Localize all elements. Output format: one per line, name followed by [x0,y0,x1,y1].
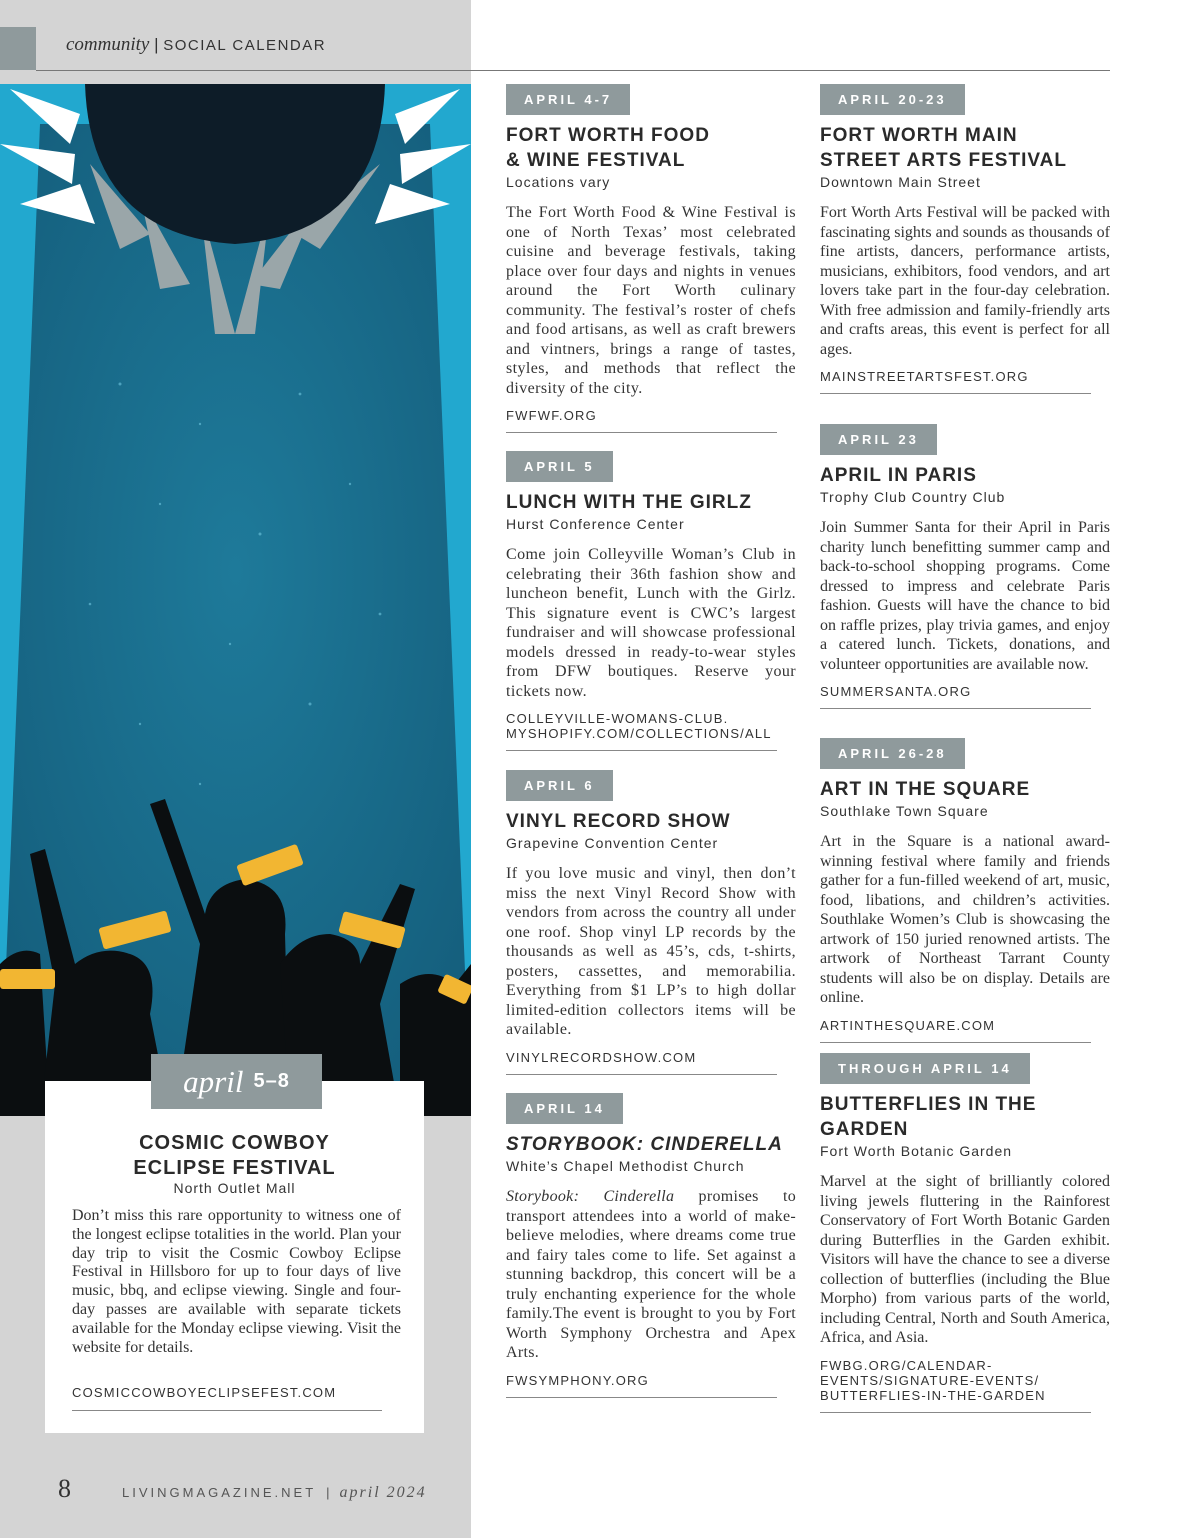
event-card [820,84,1110,394]
event-date-tag: APRIL 4-7 [506,84,630,115]
event-link[interactable]: FWFWF.ORG [506,408,597,423]
event-location: Hurst Conference Center [506,516,685,532]
event-location: Southlake Town Square [820,803,989,819]
event-title: LUNCH WITH THE GIRLZ [506,492,752,513]
event-description [506,1187,796,1363]
event-date-tag: APRIL 26-28 [820,738,965,769]
event-description: If you love music and vinyl, then don’t miss the next Vinyl Record Show with vendors from across the country all under one roof. Shop vinyl LP records by the thousands as well as 45’s, cds, t-shirts, posters, cassettes, and memorabilia. Everything from $1 LP’s to high dollar limited-edition collectors items will be available. [506,865,796,1038]
event-description: Join Summer Santa for their April in Paris charity lunch benefitting summer camp and back-to-school shopping programs. Come dressed to impress and celebrate Paris fashion. Guests will have the chance to bid on raffle prizes, play trivia games, and enjoy a catered lunch. Tickets, donations, and volunteer opportunities are available now. [820,519,1110,673]
event-title: VINYL RECORD SHOW [506,811,731,832]
footer-separator: | [326,1485,330,1500]
event-rule [820,1412,1091,1413]
event-location: Fort Worth Botanic Garden [820,1143,1013,1159]
feature-location: North Outlet Mall [173,1180,296,1196]
event-description-em: Storybook: Cinderella [506,1188,675,1205]
event-description: The Fort Worth Food & Wine Festival is one of North Texas’ most celebrated cuisine and beverage festivals, taking place over four days and nights in venues around the Fort Worth culinary community. The festival’s roster of chefs and food artisans, as well as craft brewers and vintners, brings a range of tastes, styles, and methods that reflect the diversity of the city. [506,204,796,397]
event-rule [506,750,777,751]
event-card [820,424,1110,709]
event-date-tag: APRIL 5 [506,451,613,482]
event-date-tag: APRIL 6 [506,770,613,801]
event-link[interactable]: COLLEYVILLE-WOMANS-CLUB. MYSHOPIFY.COM/COLLECTIONS/ALL [506,711,772,741]
event-link[interactable]: ARTINTHESQUARE.COM [820,1017,996,1033]
event-card [506,770,796,1075]
event-card [506,84,796,433]
page-number: 8 [58,1474,71,1503]
footer-site[interactable]: LIVINGMAGAZINE.NET [122,1485,317,1500]
event-location: Trophy Club Country Club [820,489,1006,505]
event-date-tag: APRIL 20-23 [820,84,965,115]
footer [122,1484,427,1502]
event-date-tag: APRIL 14 [506,1093,623,1124]
event-description: Marvel at the sight of brilliantly colored living jewels fluttering in the Rainforest Conservatory of Fort Worth Botanic Garden during Butterflies in the Garden exhibit. Visitors will have the chance to see a diverse collection of butterflies (including the Blue Morpho) from various parts of the world, including Central, North and South America, Africa, and Asia. [820,1173,1110,1346]
event-card [820,738,1110,1043]
event-title: BUTTERFLIES IN THE GARDEN [820,1094,1037,1140]
event-card [506,1093,796,1398]
event-date-tag: THROUGH APRIL 14 [820,1053,1030,1084]
section-name: community [66,34,150,55]
event-date-tag: APRIL 23 [820,424,937,455]
feature-dates: 5–8 [253,1070,290,1092]
event-title: FORT WORTH FOOD & WINE FESTIVAL [506,125,710,171]
event-description: Fort Worth Arts Festival will be packed with fascinating sights and sounds as thousands of fine artists, dancers, performance artists, musicians, exhibitors, food vendors, and art lovers take part in the four-day celebration. With free admission and family-friendly arts and crafts areas, this event is perfect for all ages. [820,204,1110,358]
eclipse-illustration [0,84,471,1116]
event-link[interactable]: FWBG.ORG/CALENDAR- EVENTS/SIGNATURE-EVENTS/ BUTTERFLIES-IN-THE-GARDEN [820,1357,1046,1403]
event-rule [820,1042,1091,1043]
event-title: ART IN THE SQUARE [820,779,1031,800]
feature-link[interactable]: COSMICCOWBOYECLIPSEFEST.COM [72,1385,337,1400]
event-rule [506,432,777,433]
event-title: FORT WORTH MAIN STREET ARTS FESTIVAL [820,125,1067,171]
event-link[interactable]: SUMMERSANTA.ORG [820,684,972,699]
feature-rule [72,1410,382,1411]
event-title: APRIL IN PARIS [820,465,977,486]
event-description: Art in the Square is a national award-winning festival where family and friends gather for a fun-filled weekend of art, music, food, libations, and children’s activities. Southlake Women’s Club is showcasing the artwork of 150 juried renowned artists. The artwork of Northeast Tarrant County students will also be on display. Details are online. [820,833,1110,1006]
feature-date-tag [151,1054,322,1109]
section-header [66,34,326,56]
footer-issue: april 2024 [339,1484,427,1501]
event-title: STORYBOOK: CINDERELLA [506,1134,783,1155]
event-location: Downtown Main Street [820,174,981,190]
event-rule [820,393,1091,394]
event-location: White’s Chapel Methodist Church [506,1158,745,1174]
event-link[interactable]: FWSYMPHONY.ORG [506,1372,649,1388]
event-description: Come join Colleyville Woman’s Club in celebrating their 36th fashion show and luncheon benefit, Lunch with the Girlz. This signature event is CWC’s largest fundraiser and will showcase professional models dressed in ready-to-wear styles from DFW boutiques. Reserve your tickets now. [506,546,796,700]
event-rule [820,708,1091,709]
event-location: Locations vary [506,174,611,190]
event-rule [506,1074,777,1075]
event-link[interactable]: MAINSTREETARTSFEST.ORG [820,369,1029,384]
feature-description: Don’t miss this rare opportunity to witness one of the longest eclipse totalities in the world. Plan your day trip to visit the Cosmic Cowboy Eclipse Festival in Hillsboro for up to four days of live music, bbq, and eclipse viewing. Single and four-day passes are available with separate tickets available for the Monday eclipse viewing. Visit the website for details. [72,1207,401,1356]
feature-month: april [183,1063,244,1099]
event-description-rest: promises to transport attendees into a world of make-believe melodies, where dreams come true and fairy tales come to life. Set against a stunning backdrop, this concert will be a truly enchanting experience for the whole family.The event is brought to you by Fort Worth Symphony Orchestra and Apex Arts. [506,1188,796,1361]
event-card [820,1053,1110,1413]
event-location: Grapevine Convention Center [506,835,719,851]
header-rule [36,70,1110,71]
subsection-name: SOCIAL CALENDAR [163,37,327,54]
header-divider: | [154,35,164,54]
section-tab-marker [0,27,36,70]
event-rule [506,1397,777,1398]
event-card [506,451,796,751]
event-link[interactable]: VINYLRECORDSHOW.COM [506,1049,697,1065]
feature-title: COSMIC COWBOY ECLIPSE FESTIVAL [133,1132,336,1179]
